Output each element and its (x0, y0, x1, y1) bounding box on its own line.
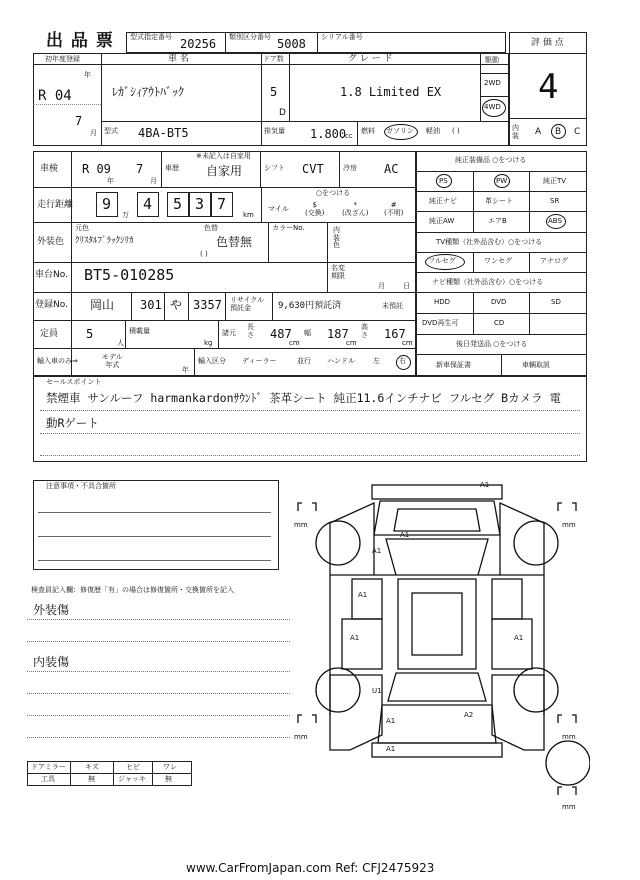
model-year-label: モデル 年式 (102, 353, 123, 370)
sheet-title: 出 品 票 (46, 31, 114, 51)
equip-leather: 革シート (485, 197, 513, 205)
usage-value: 自家用 (206, 164, 243, 178)
car-name-label: 車 名 (168, 54, 189, 64)
load-label: 積載量 (129, 327, 150, 335)
length-label: 長 さ (247, 323, 254, 339)
door-type: D (279, 108, 286, 118)
dims-label: 諸元 (222, 329, 236, 337)
equip-airbag: エアB (488, 217, 507, 225)
trunk (378, 705, 496, 743)
shift-value: CVT (302, 162, 324, 176)
notes-box (33, 480, 279, 570)
mark-rear-bumper: A1 (386, 745, 396, 753)
width-label: 幅 (304, 329, 311, 337)
shaken-year-unit: 年 (107, 177, 114, 185)
tv-label: TV種類（社外品含む）○をつける (436, 238, 543, 246)
mile-label: マイル (268, 205, 289, 213)
drive-label: 駆動 (485, 56, 499, 64)
import-class-label: 輸入区分 (198, 357, 226, 365)
navi-dvd-play: DVD再生可 (422, 319, 459, 327)
tamper-opt-unknown: # (不明) (384, 201, 404, 218)
doors-label: ドア数 (263, 55, 284, 63)
equip-ps: PS (439, 177, 448, 185)
tire-front-right (514, 521, 558, 565)
inspector-label: 検査員記入欄：修復歴「有」の場合は修復箇所・交換箇所を記入 (31, 586, 234, 594)
mark-rear-left: A1 (386, 717, 396, 725)
category-value: 5008 (277, 37, 306, 51)
parts-v2: 無 (88, 775, 95, 783)
tamper-opt-altered: * (改ざん) (342, 201, 369, 218)
shaken-value: R 09 (82, 162, 111, 176)
usage-label: 車歴 (165, 164, 179, 172)
displacement-value: 1.800 (310, 127, 347, 141)
oil-label: 軽油 (426, 127, 440, 135)
docs-manual: 車輌取説 (522, 361, 550, 369)
handle-label: ハンドル (327, 357, 355, 365)
equip-abs: ABS (548, 217, 562, 225)
mileage-digit-3: 5 (173, 195, 183, 213)
serial-label: シリアル番号 (321, 33, 363, 41)
mark-front-bumper: A1 (480, 481, 490, 489)
length-cm: cm (289, 339, 300, 347)
interior-grade-b: B (555, 127, 562, 137)
interior-grade-c: C (574, 127, 581, 137)
paint-label: 色替 (204, 224, 218, 232)
navi-cd: CD (494, 319, 505, 327)
parts-h3: ヒビ (126, 763, 140, 771)
equip-pw: PW (496, 177, 508, 185)
handle-left: 左 (373, 357, 380, 365)
color-value: ｸﾘｽﾀﾙﾌﾞﾗｯｸｼﾘｶ (75, 236, 134, 246)
tv-analog: アナログ (540, 257, 568, 265)
paint-value: 色替無 (216, 235, 253, 249)
sales-points-label: セールスポイント (46, 378, 102, 386)
sales-points-line1: 禁煙車 サンルーフ harmankardonｻｳﾝﾄﾞ 茶革シート 純正11.6インチナビ フルセグ Bカメラ 電 (46, 391, 562, 405)
ac-label: 冷房 (343, 164, 357, 172)
navi-sd: SD (551, 298, 561, 306)
model-value: 4BA-BT5 (138, 126, 189, 140)
width-value: 187 (327, 327, 349, 341)
grade-value: 1.8 Limited EX (340, 85, 442, 99)
front-left-door (352, 579, 382, 619)
reg-kana: や (170, 298, 183, 312)
reg-area: 岡山 (90, 298, 115, 312)
height-value: 167 (384, 327, 406, 341)
length-value: 487 (270, 327, 292, 341)
height-cm: cm (402, 339, 413, 347)
equip-tv: 純正TV (543, 177, 567, 185)
first-reg-label: 初年度登録 (45, 55, 80, 63)
front-right-fender (500, 503, 544, 575)
front-right-door (492, 579, 522, 619)
paint-paren: ( ) (200, 250, 208, 258)
inspection-block (33, 151, 416, 376)
sales-points-line2: 動Rゲート (46, 416, 99, 430)
mileage-digit-5: 7 (217, 195, 227, 213)
mileage-man-unit: 万 (122, 211, 129, 219)
fuel-value: ガソリン (386, 127, 414, 135)
rear-right-door (492, 619, 532, 669)
mark-rear-right-door: A1 (514, 634, 524, 642)
shaken-label: 車検 (40, 164, 59, 174)
interior-grade-a: A (535, 127, 542, 137)
equip-navi: 純正ナビ (429, 197, 457, 205)
mm-rear-left: mm (294, 733, 308, 741)
ac-value: AC (384, 162, 399, 176)
docs-label: 後日発送品 ○をつける (456, 340, 528, 348)
mm-spare: mm (562, 803, 576, 811)
chassis-label: 車台No. (35, 270, 68, 280)
first-reg-era: R 04 (38, 88, 72, 104)
handle-right: 右 (399, 357, 406, 365)
recycle-unpaid: 未預託 (382, 302, 403, 310)
score-label: 評 価 点 (531, 38, 564, 48)
model-designation-label: 型式指定番号 (130, 33, 172, 41)
cc-unit: cc (345, 132, 353, 140)
mark-trunk: A2 (464, 711, 474, 719)
rear-window (388, 673, 486, 701)
reg-label: 登録No. (35, 300, 68, 310)
navi-dvd: DVD (491, 298, 507, 306)
import-parallel: 並行 (297, 357, 311, 365)
score-value: 4 (538, 67, 559, 107)
name-change-day: 日 (403, 282, 410, 290)
shaken-month: 7 (136, 162, 144, 176)
oem-label: 純正装備品 ○をつける (455, 156, 527, 164)
mark-hood: A1 (400, 531, 410, 539)
recycle-label: リサイクル預託金 (230, 296, 265, 313)
first-reg-year-unit: 年 (84, 71, 91, 79)
model-designation-value: 20256 (180, 37, 217, 51)
category-label: 類別区分番号 (229, 33, 271, 41)
rear-left-door (342, 619, 382, 669)
tamper-opt-exchange: $ (交換) (305, 201, 325, 218)
displacement-label: 排気量 (264, 127, 285, 135)
shaken-month-unit: 月 (150, 177, 157, 185)
tv-oneseg: ワンセグ (484, 257, 512, 265)
model-year-unit: 年 (182, 366, 189, 374)
import-label: 輸入車のみ⇒ (37, 357, 78, 365)
mark-left-door: A1 (358, 591, 368, 599)
chassis-value: BT5-010285 (84, 266, 175, 284)
spare-tire (546, 741, 590, 785)
recycle-value: 9,630円預託済 (278, 301, 342, 311)
mileage-digit-1: 9 (102, 195, 112, 213)
tv-fullseg: フルセグ (428, 257, 456, 265)
reg-number: 3357 (193, 298, 222, 312)
interior-color-label: 内 装 色 (333, 226, 340, 250)
parts-v4: 無 (165, 775, 172, 783)
interior-damage-label: 内装傷 (33, 655, 70, 669)
color-label: 外装色 (37, 237, 65, 247)
navi-label: ナビ種類（社外品含む）○をつける (432, 278, 544, 286)
exterior-label: 外装傷 (33, 603, 70, 617)
navi-hdd: HDD (434, 298, 451, 306)
capacity-value: 5 (86, 327, 94, 341)
equip-aw: 純正AW (429, 217, 455, 225)
height-label: 高 さ (361, 323, 368, 339)
name-change-month: 月 (378, 282, 385, 290)
load-unit: kg (204, 339, 213, 347)
parts-h4: ワレ (163, 763, 177, 771)
tire-front-left (316, 521, 360, 565)
car-name-value: ﾚｶﾞｼｨｱｳﾄﾊﾞｯｸ (112, 85, 185, 99)
grade-label: グ レ ー ド (348, 54, 393, 64)
parts-h2: キズ (85, 763, 99, 771)
usage-note: ※未記入は自家用 (196, 152, 251, 160)
width-cm: cm (346, 339, 357, 347)
name-change-label: 名変 期限 (331, 264, 345, 280)
km-unit: km (243, 211, 254, 219)
notes-label: 注意事項・不具合箇所 (46, 482, 116, 490)
docs-warranty: 新車保証書 (436, 361, 471, 369)
front-left-fender (330, 503, 374, 575)
color-orig-label: 元色 (75, 224, 89, 232)
mileage-label: 走行距離 (37, 200, 74, 210)
mm-rear-right: mm (562, 733, 576, 741)
mark-rear-left-door: A1 (350, 634, 360, 642)
interior-label: 内 装 (512, 124, 519, 140)
equip-sr: SR (550, 197, 560, 205)
first-reg-month: 7 (75, 114, 83, 128)
parts-v3: ジャッキ (118, 775, 146, 783)
sales-points-block (33, 376, 587, 462)
parts-h1: ドアミラー (31, 763, 66, 771)
shift-label: シフト (264, 164, 285, 172)
capacity-unit: 人 (117, 339, 124, 347)
import-dealer: ディーラー (242, 357, 277, 365)
fuel-label: 燃料 (361, 127, 375, 135)
mm-front-left: mm (294, 521, 308, 529)
first-reg-month-unit: 月 (90, 129, 97, 137)
parts-v1: 工具 (41, 775, 55, 783)
car-damage-diagram (290, 475, 590, 815)
tamper-check-label: ○をつける (316, 189, 351, 197)
model-label: 型式 (104, 127, 118, 135)
hood (374, 501, 500, 535)
mm-front-right: mm (562, 521, 576, 529)
doors-value: 5 (270, 85, 278, 99)
mark-front-left: A1 (372, 547, 382, 555)
mileage-digit-2: 4 (143, 195, 153, 213)
windshield (386, 539, 488, 575)
drive-2wd: 2WD (484, 79, 501, 87)
footer-ref: www.CarFromJapan.com Ref: CFJ2475923 (186, 861, 435, 875)
mileage-digit-4: 3 (195, 195, 205, 213)
oil-paren: ( ) (452, 127, 460, 135)
reg-class: 301 (140, 298, 162, 312)
mark-rear-left-quarter: U1 (372, 687, 382, 695)
capacity-label: 定員 (40, 329, 59, 339)
drive-4wd: 4WD (484, 103, 501, 111)
color-no-label: カラーNo. (272, 224, 305, 232)
